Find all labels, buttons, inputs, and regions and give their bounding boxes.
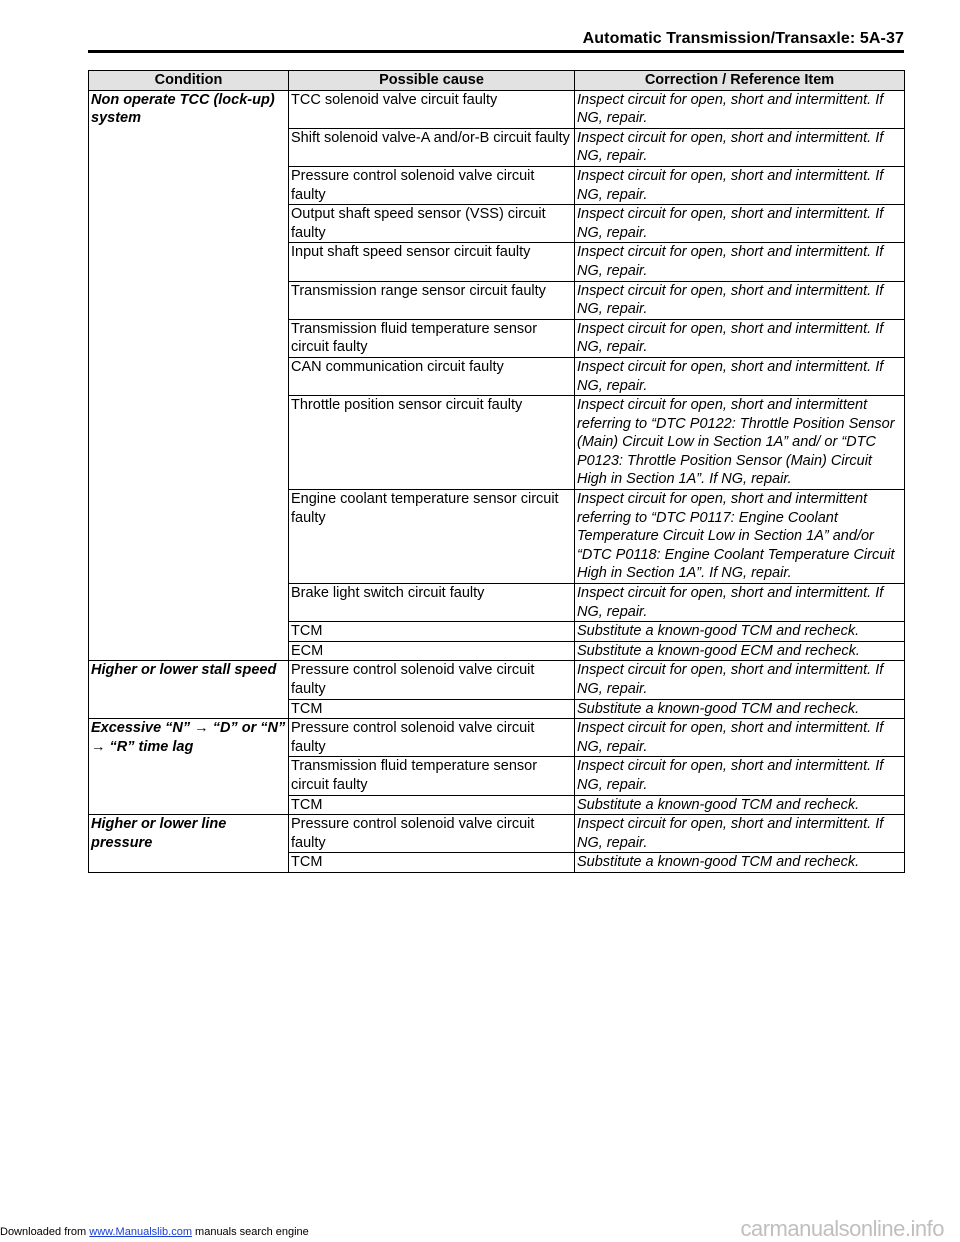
column-header-condition: Condition: [89, 71, 289, 91]
cause-cell: Transmission fluid temperature sensor circuit faulty: [289, 757, 575, 795]
table-row: [89, 815, 905, 853]
correction-cell: Inspect circuit for open, short and intermittent. If NG, repair.: [575, 205, 905, 243]
watermark: carmanualsonline.info: [740, 1216, 944, 1241]
correction-cell: Substitute a known-good ECM and recheck.: [575, 641, 905, 661]
correction-cell: Inspect circuit for open, short and intermittent. If NG, repair.: [575, 357, 905, 395]
condition-cell: Higher or lower line pressure: [89, 815, 289, 873]
diagnosis-table: [88, 70, 905, 873]
page-header-title: Automatic Transmission/Transaxle: 5A-37: [582, 30, 904, 47]
cause-cell: Transmission fluid temperature sensor circuit faulty: [289, 319, 575, 357]
cause-cell: Input shaft speed sensor circuit faulty: [289, 243, 575, 281]
correction-cell: Inspect circuit for open, short and intermittent. If NG, repair.: [575, 757, 905, 795]
cause-cell: Engine coolant temperature sensor circuit faulty: [289, 490, 575, 584]
correction-cell: Inspect circuit for open, short and intermittent. If NG, repair.: [575, 281, 905, 319]
correction-cell: Inspect circuit for open, short and intermittent. If NG, repair.: [575, 815, 905, 853]
cause-cell: TCM: [289, 622, 575, 642]
correction-cell: Inspect circuit for open, short and intermittent. If NG, repair.: [575, 166, 905, 204]
manualslib-link[interactable]: www.Manualslib.com: [89, 1226, 192, 1238]
table-row: [89, 661, 905, 699]
cause-cell: TCM: [289, 853, 575, 873]
correction-cell: Substitute a known-good TCM and recheck.: [575, 622, 905, 642]
correction-cell: Inspect circuit for open, short and intermittent. If NG, repair.: [575, 661, 905, 699]
correction-cell: Inspect circuit for open, short and intermittent. If NG, repair.: [575, 584, 905, 622]
condition-cell: Higher or lower stall speed: [89, 661, 289, 719]
condition-cell: Non operate TCC (lock-up) system: [89, 90, 289, 661]
correction-cell: Substitute a known-good TCM and recheck.: [575, 699, 905, 719]
cause-cell: Shift solenoid valve-A and/or-B circuit faulty: [289, 128, 575, 166]
cause-cell: Pressure control solenoid valve circuit faulty: [289, 719, 575, 757]
cause-cell: Throttle position sensor circuit faulty: [289, 396, 575, 490]
correction-cell: Inspect circuit for open, short and intermittent. If NG, repair.: [575, 319, 905, 357]
table-row: [89, 90, 905, 128]
table-row: [89, 719, 905, 757]
column-header-correction: Correction / Reference Item: [575, 71, 905, 91]
correction-cell: Inspect circuit for open, short and intermittent. If NG, repair.: [575, 243, 905, 281]
column-header-possible-cause: Possible cause: [289, 71, 575, 91]
cause-cell: TCM: [289, 795, 575, 815]
header-rule: [88, 50, 904, 53]
footer-suffix: manuals search engine: [191, 1226, 309, 1238]
cause-cell: Pressure control solenoid valve circuit faulty: [289, 661, 575, 699]
condition-cell: Excessive “N” → “D” or “N” → “R” time lag: [89, 719, 289, 815]
download-footer: [0, 1226, 309, 1238]
correction-cell: Inspect circuit for open, short and intermittent. If NG, repair.: [575, 128, 905, 166]
cause-cell: TCM: [289, 699, 575, 719]
cause-cell: Output shaft speed sensor (VSS) circuit faulty: [289, 205, 575, 243]
correction-cell: Substitute a known-good TCM and recheck.: [575, 795, 905, 815]
correction-cell: Inspect circuit for open, short and intermittent referring to “DTC P0117: Engine Coolant Temperature Circuit Low in Section 1A” and/or “DTC P0118: Engine Coolant Temperature Circuit High in Section 1A”. If NG, repair.: [575, 490, 905, 584]
cause-cell: Pressure control solenoid valve circuit faulty: [289, 166, 575, 204]
table-header-row: [89, 71, 905, 91]
correction-cell: Inspect circuit for open, short and intermittent. If NG, repair.: [575, 719, 905, 757]
cause-cell: TCC solenoid valve circuit faulty: [289, 90, 575, 128]
footer-prefix: Downloaded from: [0, 1226, 90, 1238]
cause-cell: Pressure control solenoid valve circuit faulty: [289, 815, 575, 853]
correction-cell: Inspect circuit for open, short and intermittent referring to “DTC P0122: Throttle Position Sensor (Main) Circuit Low in Section 1A” and/ or “DTC P0123: Throttle Position Sensor (Main) Circuit High in Section 1A”. If NG, repair.: [575, 396, 905, 490]
correction-cell: Substitute a known-good TCM and recheck.: [575, 853, 905, 873]
cause-cell: ECM: [289, 641, 575, 661]
correction-cell: Inspect circuit for open, short and intermittent. If NG, repair.: [575, 90, 905, 128]
cause-cell: Brake light switch circuit faulty: [289, 584, 575, 622]
cause-cell: CAN communication circuit faulty: [289, 357, 575, 395]
cause-cell: Transmission range sensor circuit faulty: [289, 281, 575, 319]
